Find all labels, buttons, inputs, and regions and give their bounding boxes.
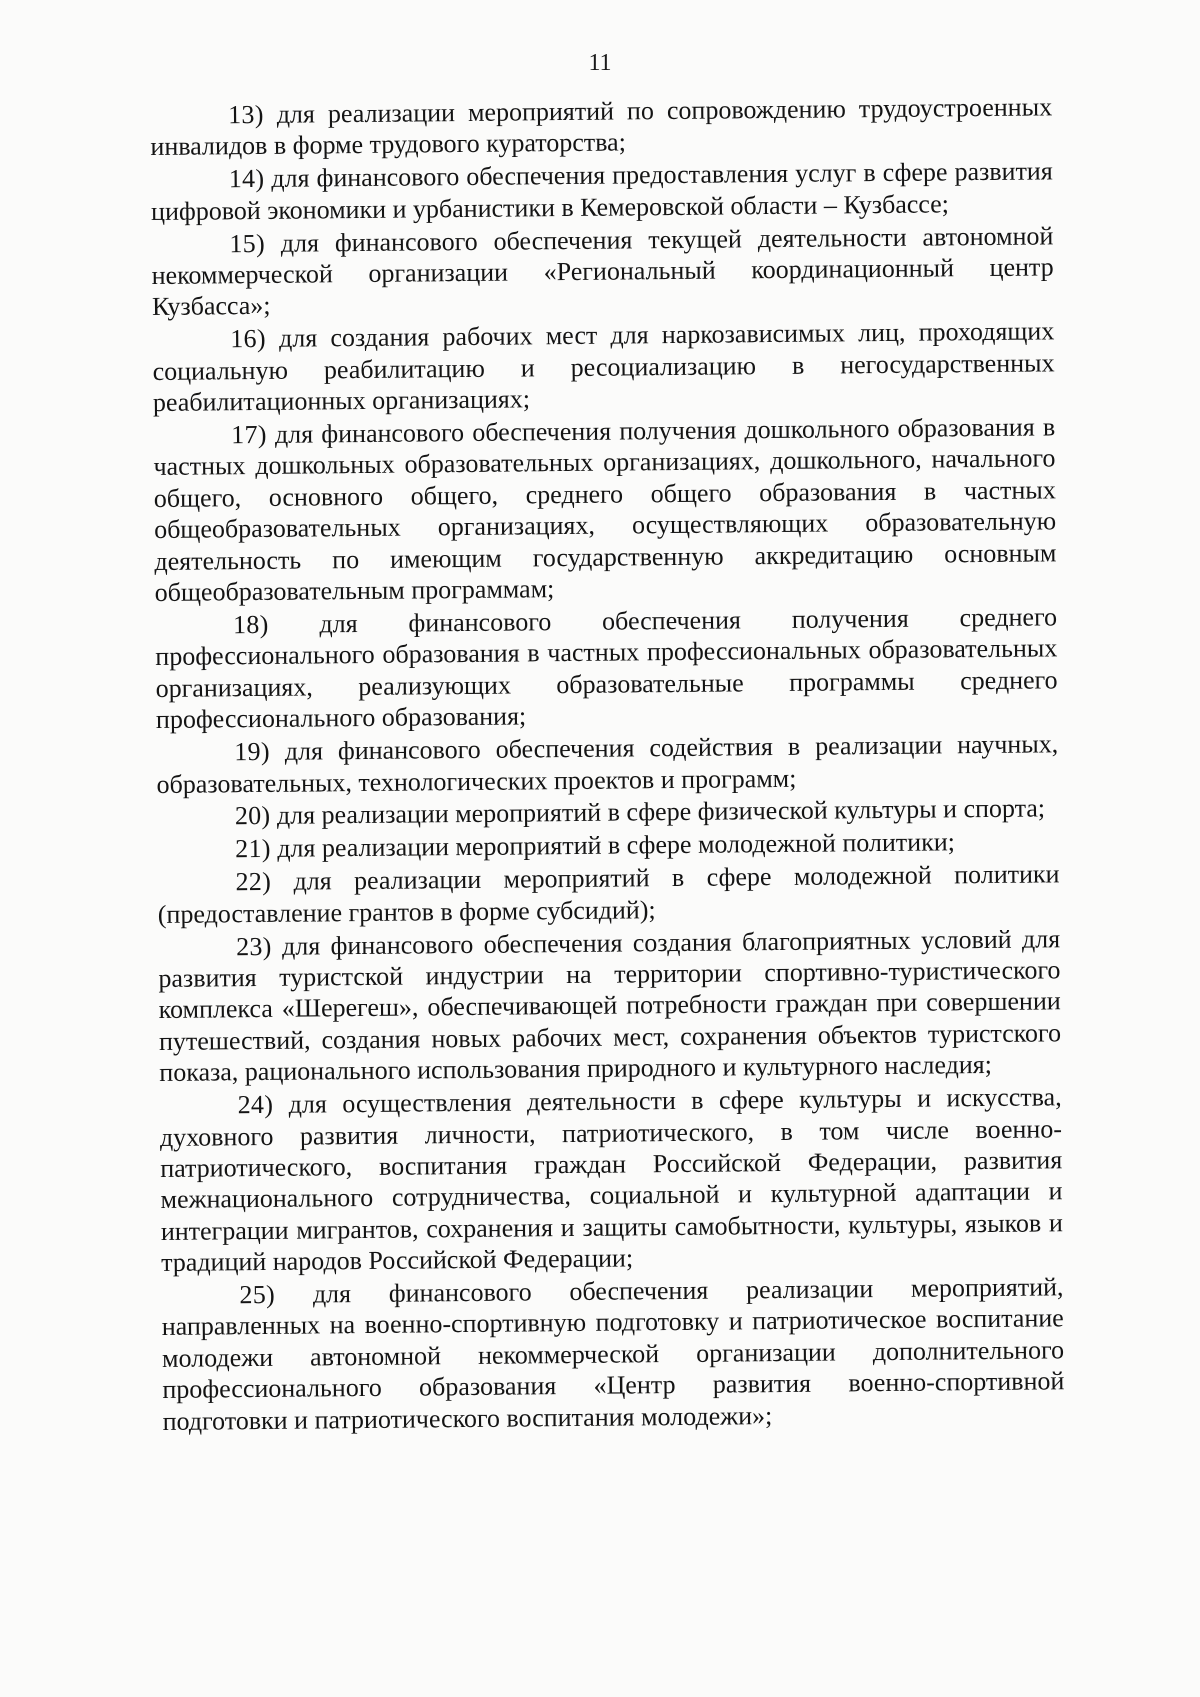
item-number: 14) xyxy=(228,164,265,194)
list-item-17 xyxy=(153,411,1057,608)
item-number: 25) xyxy=(239,1279,276,1310)
item-number: 21) xyxy=(235,834,271,864)
item-number: 18) xyxy=(232,609,269,640)
item-number: 17) xyxy=(231,419,267,450)
list-item-15 xyxy=(151,220,1054,323)
list-item-25 xyxy=(161,1271,1064,1437)
list-item-24 xyxy=(160,1081,1064,1278)
document-body xyxy=(150,91,1065,1438)
list-item-23 xyxy=(158,923,1061,1089)
item-number: 20) xyxy=(234,801,271,831)
item-text: для финансового обеспечения получения среднего профессионального образования в частных профессиональных образовательных организациях, реализующих образовательные программы среднего профессионального образования; xyxy=(155,602,1058,735)
item-text: для реализации мероприятий по сопровождению трудоустроенных инвалидов в форме трудового кураторства; xyxy=(150,92,1053,162)
item-number: 15) xyxy=(229,228,266,258)
item-text: для реализации мероприятий в сфере молодежной политики (предоставление грантов в форме субсидий); xyxy=(157,859,1060,929)
item-number: 22) xyxy=(235,867,272,897)
item-text: для реализации мероприятий в сфере молодежной политики; xyxy=(277,827,956,864)
list-item-13 xyxy=(150,91,1053,162)
list-item-16 xyxy=(152,316,1055,419)
item-number: 13) xyxy=(228,99,264,130)
item-text: для финансового обеспечения предоставления услуг в сфере развития цифровой экономики и урбанистики в Кемеровской области – Кузбассе; xyxy=(150,156,1053,226)
item-number: 16) xyxy=(230,324,266,354)
item-text: для реализации мероприятий в сфере физической культуры и спорта; xyxy=(276,793,1046,831)
item-number: 24) xyxy=(237,1089,274,1120)
item-text: для создания рабочих мест для наркозависимых лиц, проходящих социальную реабилитацию и ресоциализацию в негосударственных реабилитационных организациях; xyxy=(152,316,1055,418)
item-number: 19) xyxy=(234,737,270,767)
page-number: 11 xyxy=(588,50,612,76)
item-text: для финансового обеспечения содействия в реализации научных, образовательных, технологических проектов и программ; xyxy=(156,729,1059,799)
list-item-22 xyxy=(157,859,1060,930)
item-text: для финансового обеспечения получения дошкольного образования в частных дошкольных образовательных организациях, дошкольного, начального общего, основного общего, среднего общего образования в частных общеобразовательных организациях, осуществляющих образовательную деятельность по имеющим государственную аккредитацию основным общеобразовательным программам; xyxy=(153,412,1057,608)
item-number: 23) xyxy=(235,931,272,961)
list-item-19 xyxy=(156,728,1059,799)
list-item-18 xyxy=(155,601,1058,735)
item-text: для финансового обеспечения текущей деятельности автономной некоммерческой организации «Региональный координационный центр Кузбасса»; xyxy=(151,220,1054,322)
item-text: для осуществления деятельности в сфере культуры и искусства, духовного развития личности, патриотического, в том числе военно-патриотического, воспитания граждан Российской Федерации, развития межнационального сотрудничества, социальной и культурной адаптации и интеграции мигрантов, сохранения и защиты самобытности, культуры, языков и традиций народов Российской Федерации; xyxy=(159,1082,1063,1278)
list-item-14 xyxy=(151,156,1054,227)
item-text: для финансового обеспечения реализации мероприятий, направленных на военно-спортивную подготовку и патриотическое воспитание молодежи автономной некоммерческой организации дополнительного профессионального образования «Центр развития военно-спортивной подготовки и патриотического воспитания молодежи»; xyxy=(161,1272,1065,1436)
item-text: для финансового обеспечения создания благоприятных условий для развития туристской индустрии на территории спортивно-туристического комплекса «Шерегеш», обеспечивающей потребности граждан при совершении путешествий, создания новых рабочих мест, сохранения объектов туристского показа, рационального использования природного и культурного наследия; xyxy=(158,923,1062,1088)
